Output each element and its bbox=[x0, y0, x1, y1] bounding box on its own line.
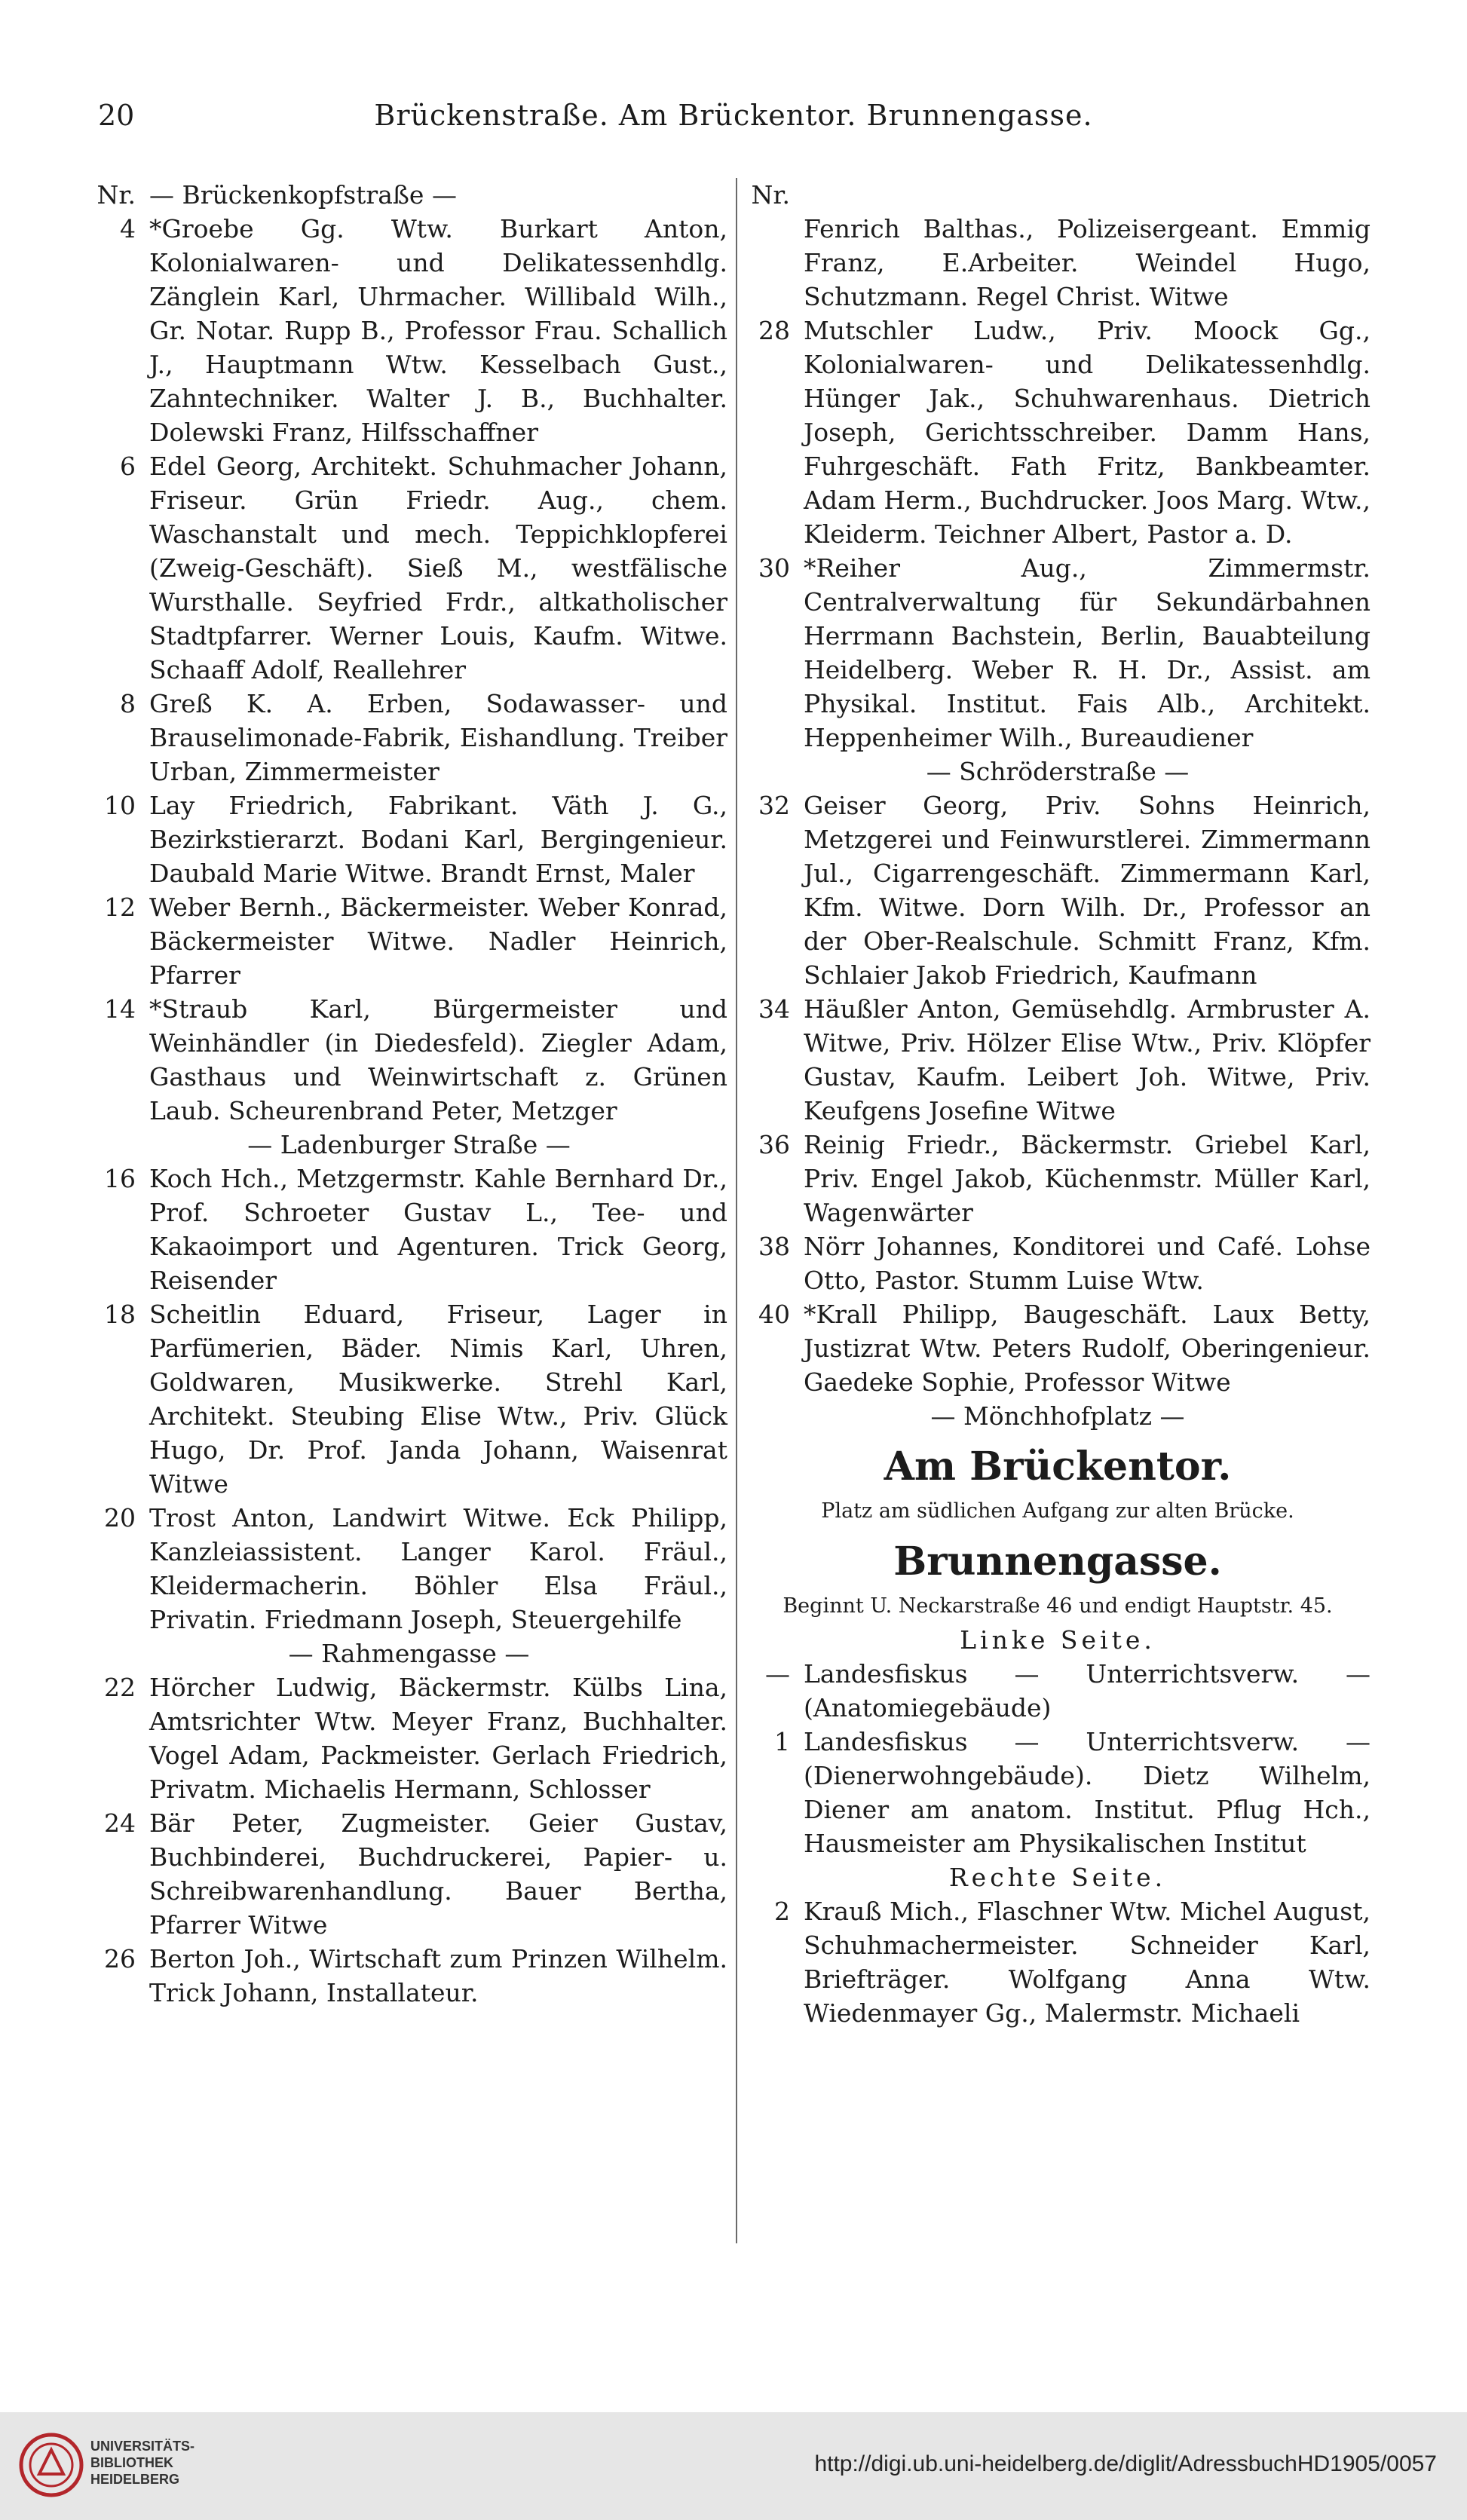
right-column bbox=[745, 178, 1371, 2030]
source-url-link[interactable]: http://digi.ub.uni-heidelberg.de/diglit/AdressbuchHD1905/0057 bbox=[814, 2451, 1437, 2476]
house-number: 38 bbox=[758, 1232, 790, 1261]
library-name-line: UNIVERSITÄTS- bbox=[90, 2439, 195, 2454]
directory-entry bbox=[745, 1128, 1371, 1229]
side-heading: Linke Seite. bbox=[960, 1625, 1156, 1655]
entry-text bbox=[804, 178, 1371, 212]
house-number bbox=[745, 212, 804, 314]
library-name bbox=[90, 2438, 194, 2488]
directory-entry bbox=[745, 1229, 1371, 1297]
entry-text: Greß K. A. Erben, Sodawasser- und Brauselimonade-Fabrik, Eishandlung. Treiber Urban, Zimmermeister bbox=[149, 689, 727, 786]
house-number: 20 bbox=[104, 1503, 136, 1533]
directory-entry bbox=[90, 449, 727, 687]
library-name-line: BIBLIOTHEK bbox=[90, 2455, 173, 2470]
section-note: Platz am südlichen Aufgang zur alten Brücke. bbox=[821, 1499, 1294, 1523]
column-divider bbox=[736, 178, 737, 2243]
entry-text: Fenrich Balthas., Polizeisergeant. Emmig Franz, E.Arbeiter. Weindel Hugo, Schutzmann. Regel Christ. Witwe bbox=[804, 214, 1371, 311]
house-number: 16 bbox=[104, 1164, 136, 1193]
entry-text: Bär Peter, Zugmeister. Geier Gustav, Buchbinderei, Buchdruckerei, Papier- u. Schreibwarenhandlung. Bauer Bertha, Pfarrer Witwe bbox=[149, 1808, 727, 1940]
left-column bbox=[90, 178, 727, 2010]
entry-text: Scheitlin Eduard, Friseur, Lager in Parfümerien, Bäder. Nimis Karl, Uhren, Goldwaren, Musikwerke. Strehl Karl, Architekt. Steubing Elise Wtw., Priv. Glück Hugo, Dr. Prof. Janda Johann, Waisenrat Witwe bbox=[149, 1300, 727, 1499]
side-heading: Rechte Seite. bbox=[948, 1863, 1167, 1892]
house-number: 30 bbox=[758, 553, 790, 583]
directory-entry bbox=[90, 212, 727, 449]
page-header bbox=[98, 89, 1369, 142]
entry-text: *Straub Karl, Bürgermeister und Weinhändler (in Diedesfeld). Ziegler Adam, Gasthaus und Weinwirtschaft z. Grünen Laub. Scheurenbrand Peter, Metzger bbox=[149, 994, 727, 1125]
entry-text: Nörr Johannes, Konditorei und Café. Lohse Otto, Pastor. Stumm Luise Wtw. bbox=[804, 1232, 1371, 1295]
section-heading: Am Brückentor. bbox=[884, 1444, 1232, 1490]
footer-bar bbox=[0, 2412, 1467, 2520]
street-subheading: — Schröderstraße — bbox=[926, 757, 1190, 786]
house-number: 22 bbox=[104, 1673, 136, 1702]
entry-text: Koch Hch., Metzgermstr. Kahle Bernhard Dr., Prof. Schroeter Gustav L., Tee- und Kakaoimport und Agenturen. Trick Georg, Reisender bbox=[149, 1164, 727, 1295]
directory-entry bbox=[90, 1942, 727, 2010]
section-heading: Brunnengasse. bbox=[893, 1539, 1222, 1585]
directory-entry bbox=[745, 1657, 1371, 1725]
house-number: 4 bbox=[120, 214, 136, 243]
entry-text: — Brückenkopfstraße — bbox=[149, 180, 457, 210]
house-number: 26 bbox=[104, 1944, 136, 1973]
entry-text: *Groebe Gg. Wtw. Burkart Anton, Kolonialwaren- und Delikatessenhdlg. Zänglein Karl, Uhrmacher. Willibald Wilh., Gr. Notar. Rupp B., Professor Frau. Schallich J., Hauptmann Wtw. Kesselbach Gust., Zahntechniker. Walter J. B., Buchhalter. Dolewski Franz, Hilfsschaffner bbox=[149, 214, 727, 447]
house-number: 40 bbox=[758, 1300, 790, 1329]
house-number: 18 bbox=[104, 1300, 136, 1329]
house-number: Nr. bbox=[751, 180, 790, 210]
university-library-seal-icon bbox=[17, 2430, 86, 2500]
house-number: 1 bbox=[774, 1727, 790, 1756]
house-number: 14 bbox=[104, 994, 136, 1024]
library-name-line: HEIDELBERG bbox=[90, 2472, 180, 2487]
house-number: Nr. bbox=[96, 180, 136, 210]
directory-entry bbox=[90, 992, 727, 1128]
entry-text: Weber Bernh., Bäckermeister. Weber Konrad, Bäckermeister Witwe. Nadler Heinrich, Pfarrer bbox=[149, 893, 727, 990]
directory-entry bbox=[745, 992, 1371, 1128]
entry-text: Hörcher Ludwig, Bäckermstr. Külbs Lina, Amtsrichter Wtw. Meyer Franz, Buchhalter. Vogel Adam, Packmeister. Gerlach Friedrich, Privatm. Michaelis Hermann, Schlosser bbox=[149, 1673, 727, 1804]
street-subheading: — Mönchhofplatz — bbox=[930, 1401, 1185, 1431]
entry-text: Landesfiskus — Unterrichtsverw. — (Anatomiegebäude) bbox=[804, 1659, 1371, 1722]
entry-text: Krauß Mich., Flaschner Wtw. Michel August, Schuhmachermeister. Schneider Karl, Briefträger. Wolfgang Anna Wtw. Wiedenmayer Gg., Malermstr. Michaeli bbox=[804, 1897, 1371, 2028]
directory-entry bbox=[745, 212, 1371, 314]
directory-entry bbox=[745, 551, 1371, 755]
directory-entry bbox=[90, 1501, 727, 1637]
page-number: 20 bbox=[98, 99, 135, 132]
entry-text: Mutschler Ludw., Priv. Moock Gg., Kolonialwaren- und Delikatessenhdlg. Hünger Jak., Schuhwarenhaus. Dietrich Joseph, Gerichtsschreiber. Damm Hans, Fuhrgeschäft. Fath Fritz, Bankbeamter. Adam Herm., Buchdrucker. Joos Marg. Wtw., Kleiderm. Teichner Albert, Pastor a. D. bbox=[804, 316, 1371, 549]
entry-text: Häußler Anton, Gemüsehdlg. Armbruster A. Witwe, Priv. Hölzer Elise Wtw., Priv. Klöpfer Gustav, Kaufm. Leibert Joh. Witwe, Priv. Keufgens Josefine Witwe bbox=[804, 994, 1371, 1125]
street-subheading: — Ladenburger Straße — bbox=[247, 1130, 571, 1159]
house-number: 2 bbox=[774, 1897, 790, 1926]
house-number: 6 bbox=[120, 452, 136, 481]
directory-entry bbox=[90, 890, 727, 992]
house-number: — bbox=[765, 1659, 790, 1689]
directory-entry bbox=[745, 1297, 1371, 1399]
house-number: 10 bbox=[104, 791, 136, 820]
house-number: 32 bbox=[758, 791, 790, 820]
directory-entry bbox=[745, 788, 1371, 992]
house-number: 12 bbox=[104, 893, 136, 922]
entry-text: Landesfiskus — Unterrichtsverw. — (Dienerwohngebäude). Dietz Wilhelm, Diener am anatom. Institut. Pflug Hch., Hausmeister am Physikalischen Institut bbox=[804, 1727, 1371, 1858]
entry-text: Berton Joh., Wirtschaft zum Prinzen Wilhelm. Trick Johann, Installateur. bbox=[149, 1944, 727, 2007]
house-number: 24 bbox=[104, 1808, 136, 1838]
section-note: Beginnt U. Neckarstraße 46 und endigt Hauptstr. 45. bbox=[783, 1594, 1333, 1618]
directory-entry bbox=[745, 1894, 1371, 2030]
entry-text: Lay Friedrich, Fabrikant. Väth J. G., Bezirkstierarzt. Bodani Karl, Bergingenieur. Daubald Marie Witwe. Brandt Ernst, Maler bbox=[149, 791, 727, 888]
house-number: 34 bbox=[758, 994, 790, 1024]
street-subheading: — Rahmengasse — bbox=[288, 1639, 530, 1668]
directory-entry bbox=[90, 1806, 727, 1942]
directory-entry bbox=[745, 1725, 1371, 1860]
entry-text: *Krall Philipp, Baugeschäft. Laux Betty, Justizrat Wtw. Peters Rudolf, Oberingenieur. Gaedeke Sophie, Professor Witwe bbox=[804, 1300, 1371, 1397]
house-number: 8 bbox=[120, 689, 136, 718]
entry-text: Reinig Friedr., Bäckermstr. Griebel Karl, Priv. Engel Jakob, Küchenmstr. Müller Karl, Wagenwärter bbox=[804, 1130, 1371, 1227]
entry-text: Edel Georg, Architekt. Schuhmacher Johann, Friseur. Grün Friedr. Aug., chem. Waschanstalt und mech. Teppichklopferei (Zweig-Geschäft). Sieß M., westfälische Wursthalle. Seyfried Frdr., altkatholischer Stadtpfarrer. Werner Louis, Kaufm. Witwe. Schaaff Adolf, Reallehrer bbox=[149, 452, 727, 684]
directory-entry bbox=[90, 1670, 727, 1806]
directory-entry bbox=[90, 178, 727, 212]
entry-text: Trost Anton, Landwirt Witwe. Eck Philipp, Kanzleiassistent. Langer Karol. Fräul., Kleidermacherin. Böhler Elsa Fräul., Privatin. Friedmann Joseph, Steuergehilfe bbox=[149, 1503, 727, 1634]
house-number: 36 bbox=[758, 1130, 790, 1159]
directory-entry bbox=[745, 314, 1371, 551]
page-title: Brückenstraße. Am Brückentor. Brunnengasse. bbox=[374, 99, 1093, 132]
directory-entry bbox=[90, 1297, 727, 1501]
directory-entry bbox=[90, 687, 727, 788]
entry-text: Geiser Georg, Priv. Sohns Heinrich, Metzgerei und Feinwurstlerei. Zimmermann Jul., Cigarrengeschäft. Zimmermann Karl, Kfm. Witwe. Dorn Wilh. Dr., Professor an der Ober-Realschule. Schmitt Franz, Kfm. Schlaier Jakob Friedrich, Kaufmann bbox=[804, 791, 1371, 990]
directory-entry bbox=[90, 1162, 727, 1297]
directory-entry bbox=[90, 788, 727, 890]
directory-entry bbox=[745, 178, 1371, 212]
house-number: 28 bbox=[758, 316, 790, 345]
entry-text: *Reiher Aug., Zimmermstr. Centralverwaltung für Sekundärbahnen Herrmann Bachstein, Berlin, Bauabteilung Heidelberg. Weber R. H. Dr., Assist. am Physikal. Institut. Fais Alb., Architekt. Heppenheimer Wilh., Bureaudiener bbox=[804, 553, 1371, 752]
